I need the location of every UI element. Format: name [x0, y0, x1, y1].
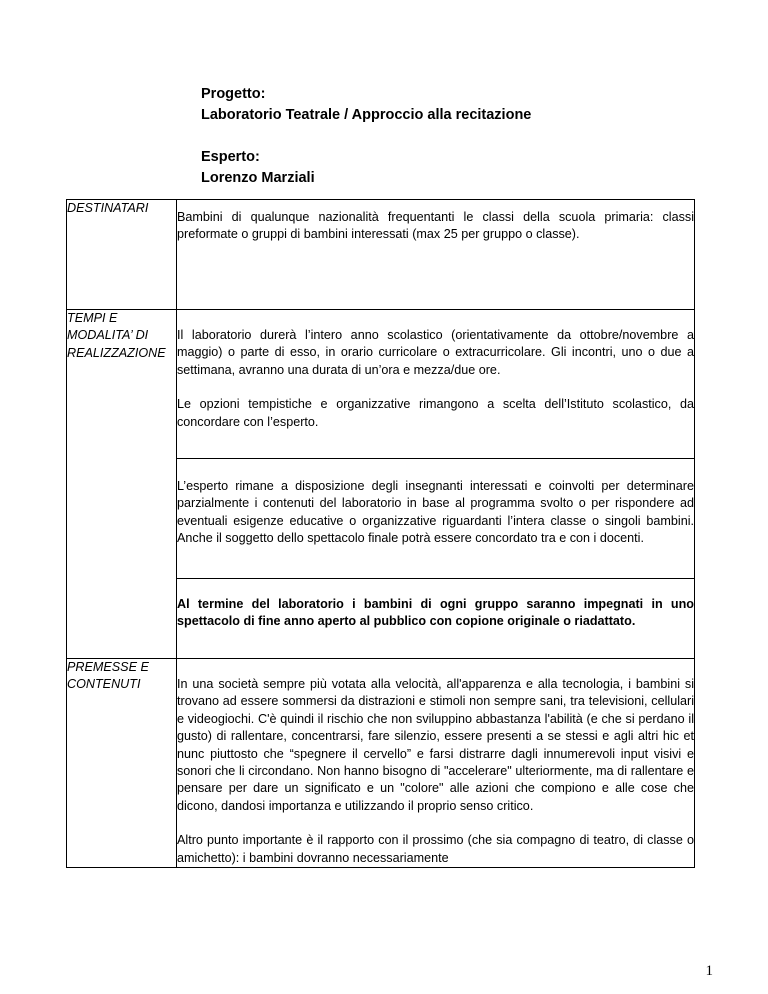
project-table [66, 199, 695, 868]
page-number: 1 [705, 963, 713, 979]
tempi-label-line-1: TEMPI E [67, 311, 118, 325]
document-header [201, 84, 531, 189]
premesse-label-line-2: CONTENUTI [67, 677, 141, 692]
project-label: Progetto: [201, 86, 266, 102]
table-row-destinatari [67, 200, 695, 310]
row-label-tempi [67, 310, 177, 659]
premesse-label-line-1: PREMESSE E [67, 660, 149, 674]
tempi-label-line-3: REALIZZAZIONE [67, 345, 166, 360]
table-row-tempi-1 [67, 310, 695, 459]
row-label-destinatari: DESTINATARI [67, 200, 177, 310]
row-content-destinatari [177, 200, 695, 310]
row-label-premesse [67, 659, 177, 868]
row-content-tempi-1 [177, 310, 695, 459]
project-title: Laboratorio Teatrale / Approccio alla recitazione [201, 107, 532, 123]
expert-name: Lorenzo Marziali [201, 170, 315, 186]
premesse-paragraph-1: In una società sempre più votata alla velocità, all'apparenza e alla tecnologia, i bambini si trovano ad essere sommersi da distrazioni e stimoli non sempre sani, tra televisioni, cellulari e videogiochi. C'è quindi il rischio che non sviluppino abbastanza l'abilità (e che si perdano il gusto) di rallentare, concentrarsi, fare silenzio, essere presenti a se stessi e agli altri hic et nunc piuttosto che “spegnere il cervello” e farsi distrarre dagli innumerevoli input visivi e sonori che li circondano. Non hanno bisogno di "accelerare" ulteriormente, ma di rallentare e pensare per dare un significato e un "colore" alle azioni che compiono e alle cose che dicono, dandosi importanza e utilizzando il proprio senso critico. [177, 677, 694, 813]
row-content-premesse [177, 659, 695, 868]
tempi-label-line-2: MODALITA’ DI [67, 328, 149, 343]
premesse-paragraph-2: Altro punto importante è il rapporto con il prossimo (che sia compagno di teatro, di classe o amichetto): i bambini dovranno necessariamente [177, 833, 694, 865]
row-content-tempi-2 [177, 459, 695, 579]
table-row-premesse [67, 659, 695, 868]
tempi-paragraph-1: Il laboratorio durerà l’intero anno scolastico (orientativamente da ottobre/novembre a maggio) o parte di esso, in orario curricolare o extracurricolare. Gli incontri, uno o due a settimana, avranno una durata di un’ora e mezza/due ore. [177, 328, 694, 377]
row-content-tempi-3 [177, 579, 695, 659]
expert-label: Esperto: [201, 149, 260, 165]
tempi-paragraph-4: Al termine del laboratorio i bambini di ogni gruppo saranno impegnati in uno spettacolo di fine anno aperto al pubblico con copione originale o riadattato. [177, 597, 694, 629]
destinatari-text: Bambini di qualunque nazionalità frequentanti le classi della scuola primaria: classi preformate o gruppi di bambini interessati (max 25 per gruppo o classe). [177, 210, 694, 242]
tempi-paragraph-3: L’esperto rimane a disposizione degli insegnanti interessati e coinvolti per determinare parzialmente i contenuti del laboratorio in base al programma svolto o per rispondere ad eventuali esigenze educative o organizzative riguardanti l’intera classe o singoli bambini. Anche il soggetto dello spettacolo finale potrà essere concordato tra e con i docenti. [177, 479, 694, 546]
tempi-paragraph-2: Le opzioni tempistiche e organizzative rimangono a scelta dell’Istituto scolastico, da concordare con l’esperto. [177, 397, 694, 429]
